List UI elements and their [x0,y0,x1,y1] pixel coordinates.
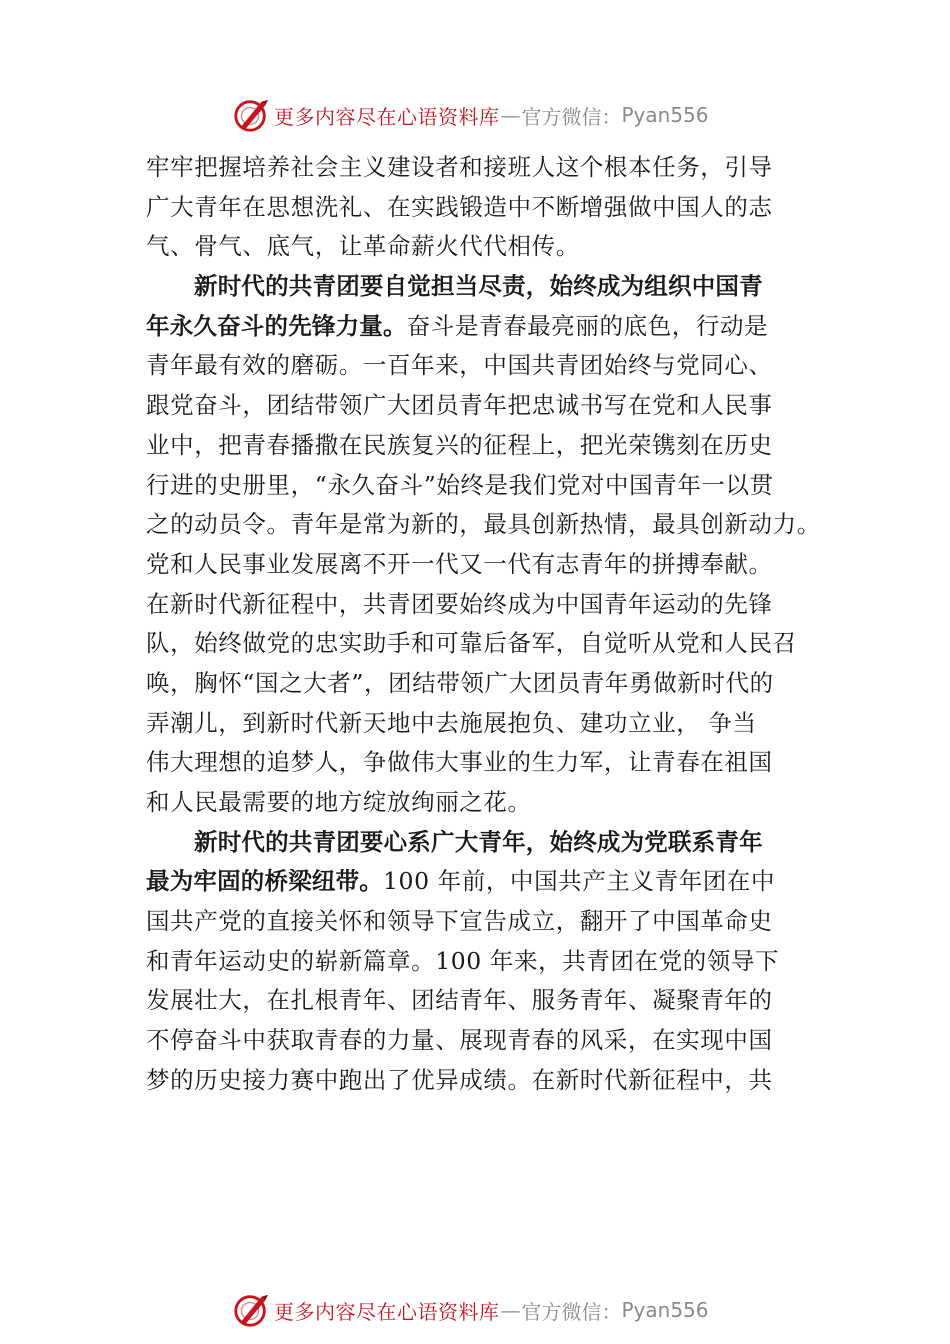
body-text: 和人民最需要的地方绽放绚丽之花。 [146,788,532,816]
body-text: 发展壮大，在扎根青年、团结青年、服务青年、凝聚青年的 [146,986,773,1015]
text-line [146,545,836,585]
text-line [146,466,836,506]
body-text: 队，始终做党的忠实助手和可靠后备军，自觉听从党和人民召 [146,629,797,658]
body-text: 跟党奋斗，团结带领广大团员青年把忠诚书写在党和人民事 [146,391,773,420]
footer-banner-title: 更多内容尽在心语资料库 [274,1299,500,1324]
body-text: 业中，把青春播撒在民族复兴的征程上，把光荣镌刻在历史 [146,430,773,459]
body-text: 行进的史册里，“永久奋斗”始终是我们党对中国青年一以贯 [146,470,774,499]
text-line [146,505,836,545]
text-line [146,902,836,942]
body-text: 和青年运动史的崭新篇章。100 年来，共青团在党的领导下 [146,946,780,975]
wechat-id: Pyan556 [621,103,709,127]
text-line [146,346,836,386]
text-line [146,862,836,902]
body-text: 气、骨气、底气，让革命薪火代代相传。 [146,232,580,261]
banner-subtitle: 官方微信： [521,104,622,129]
text-line [146,624,836,664]
banner-title: 更多内容尽在心语资料库 [274,104,500,129]
body-text: 伟大理想的追梦人，争做伟大事业的生力军，让青春在祖国 [146,748,773,777]
body-text: 广大青年在思想洗礼、在实践锻造中不断增强做中国人的志 [146,192,773,221]
text-line [146,981,836,1021]
body-text: 之的动员令。青年是常为新的，最具创新热情，最具创新动力。 [146,510,821,539]
document-body [146,148,836,1101]
body-text: 牢牢把握培养社会主义建设者和接班人这个根本任务，引导 [146,153,773,181]
body-text: 奋斗是青春最亮丽的底色，行动是 [406,311,769,340]
body-text: 党和人民事业发展离不开一代又一代有志青年的拼搏奉献。 [146,549,773,578]
footer-banner-dash: — [500,1298,521,1322]
bold-heading-text: 年永久奋斗的先锋力量。 [146,311,407,340]
text-line [146,426,836,466]
text-line [146,1061,836,1101]
footer-banner [232,1290,709,1330]
text-line [146,148,836,188]
header-banner [232,95,709,135]
text-line [146,386,836,426]
body-text: 弄潮儿，到新时代新天地中去施展抱负、建功立业， 争当 [146,708,757,737]
text-line [146,1021,836,1061]
text-line [146,743,836,783]
footer-banner-subtitle: 官方微信： [521,1299,622,1324]
text-line [146,585,836,625]
footer-wechat-id: Pyan556 [621,1298,709,1322]
text-line [146,942,836,982]
bold-heading-text: 新时代的共青团要心系广大青年，始终成为党联系青年 [194,827,763,856]
text-line [146,267,836,307]
text-line [146,307,836,347]
bold-heading-text: 最为牢固的桥梁纽带。 [146,867,383,896]
pen-nib-logo-icon [232,1291,270,1329]
pen-nib-logo-icon [232,96,270,134]
bold-heading-text: 新时代的共青团要自觉担当尽责，始终成为组织中国青 [194,272,763,301]
body-text: 国共产党的直接关怀和领导下宣告成立，翻开了中国革命史 [146,907,773,936]
body-text: 青年最有效的磨砺。一百年来，中国共青团始终与党同心、 [146,351,773,380]
body-text: 不停奋斗中获取青春的力量、展现青春的风采，在实现中国 [146,1026,773,1055]
text-line [146,664,836,704]
text-line [146,227,836,267]
body-text: 唤，胸怀“国之大者”，团结带领广大团员青年勇做新时代的 [146,668,774,697]
body-text: 在新时代新征程中，共青团要始终成为中国青年运动的先锋 [146,589,773,618]
text-line [146,823,836,863]
text-line [146,783,836,823]
text-line [146,704,836,744]
banner-dash: — [500,103,521,127]
body-text: 100 年前，中国共产主义青年团在中 [383,867,776,896]
text-line [146,188,836,228]
body-text: 梦的历史接力赛中跑出了优异成绩。在新时代新征程中，共 [146,1065,773,1094]
